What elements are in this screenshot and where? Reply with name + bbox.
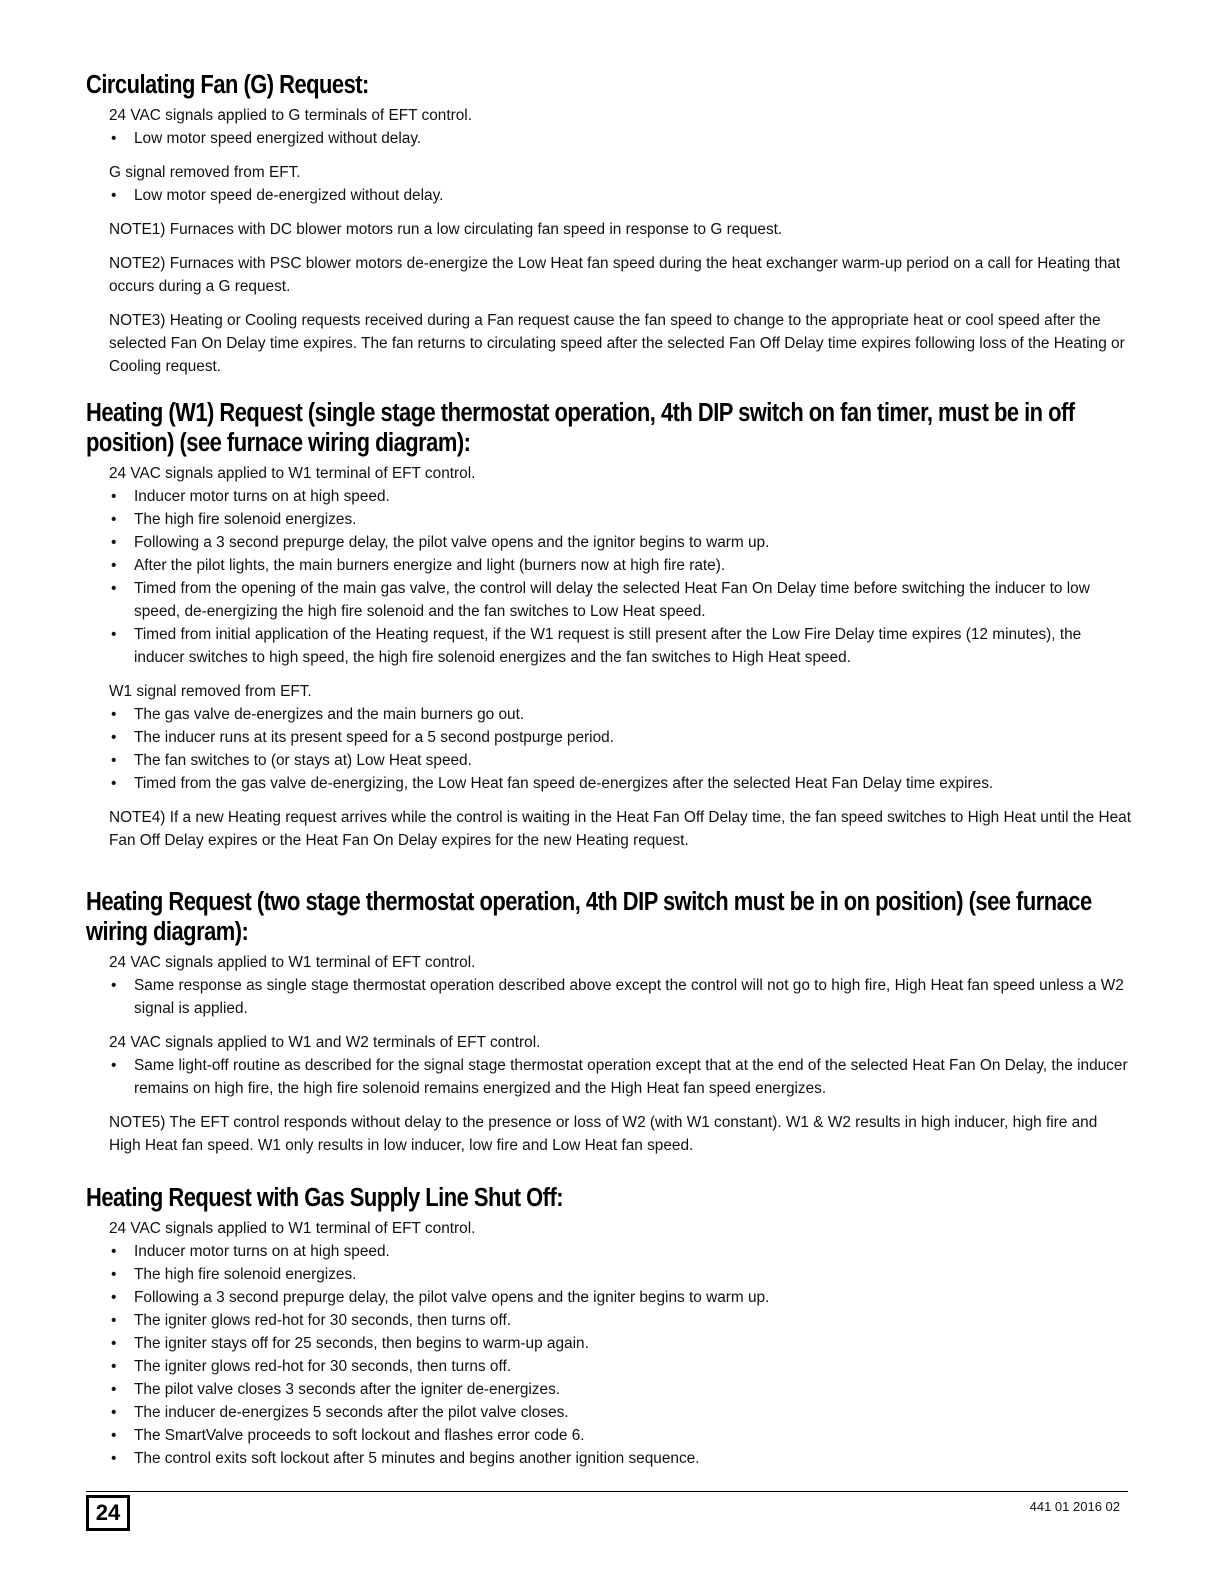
list-item: • The fan switches to (or stays at) Low Heat speed. xyxy=(109,749,1132,772)
list-item: • The gas valve de-energizes and the main burners go out. xyxy=(109,703,1132,726)
paragraph: 24 VAC signals applied to G terminals of EFT control. xyxy=(109,107,472,124)
list-item: • Inducer motor turns on at high speed. xyxy=(109,1240,1132,1263)
list-item: • The igniter stays off for 25 seconds, then begins to warm-up again. xyxy=(109,1332,1132,1355)
paragraph: 24 VAC signals applied to W1 terminal of EFT control. xyxy=(109,1220,476,1237)
section-heating-w1 xyxy=(86,398,1132,852)
paragraph: 24 VAC signals applied to W1 terminal of EFT control. xyxy=(109,465,476,482)
list-item: • Same response as single stage thermostat operation described above except the control will not go to high fire, High Heat fan speed unless a W2 signal is applied. xyxy=(109,974,1132,1020)
bullet-list xyxy=(109,1240,1132,1470)
note-paragraph: NOTE3) Heating or Cooling requests received during a Fan request cause the fan speed to change to the appropriate heat or cool speed after the selected Fan On Delay time expires. The fan returns to circulating speed after the selected Fan Off Delay time expires following loss of the Heating or Cooling request. xyxy=(109,312,1125,375)
list-item: • The igniter glows red-hot for 30 seconds, then turns off. xyxy=(109,1309,1132,1332)
list-item: • The inducer de-energizes 5 seconds after the pilot valve closes. xyxy=(109,1401,1132,1424)
paragraph: G signal removed from EFT. xyxy=(109,164,301,181)
list-item: • The pilot valve closes 3 seconds after the igniter de-energizes. xyxy=(109,1378,1132,1401)
bullet-list xyxy=(109,703,1132,795)
section-heading: Heating (W1) Request (single stage thermostat operation, 4th DIP switch on fan timer, must be in off position) (see furnace wiring diagram): xyxy=(86,399,1075,457)
list-item: • Timed from the opening of the main gas valve, the control will delay the selected Heat Fan On Delay time before switching the inducer to low speed, de-energizing the high fire solenoid and the fan switches to Low Heat speed. xyxy=(109,577,1132,623)
list-item: • The control exits soft lockout after 5 minutes and begins another ignition sequence. xyxy=(109,1447,1132,1470)
bullet-list xyxy=(109,974,1132,1020)
section-heating-two-stage xyxy=(86,887,1132,1157)
list-item: • Following a 3 second prepurge delay, the pilot valve opens and the ignitor begins to warm up. xyxy=(109,531,1132,554)
bullet-list xyxy=(109,184,1132,207)
list-item: • Inducer motor turns on at high speed. xyxy=(109,485,1132,508)
list-item: • Low motor speed de-energized without delay. xyxy=(109,184,1132,207)
note-paragraph: NOTE1) Furnaces with DC blower motors run a low circulating fan speed in response to G request. xyxy=(109,221,783,238)
section-heading: Heating Request with Gas Supply Line Shut Off: xyxy=(86,1184,564,1212)
section-gas-supply-shut-off xyxy=(86,1183,1132,1470)
note-paragraph: NOTE5) The EFT control responds without delay to the presence or loss of W2 (with W1 constant). W1 & W2 results in high inducer, high fire and High Heat fan speed. W1 only results in low inducer, low fire and Low Heat fan speed. xyxy=(109,1114,1098,1154)
list-item: • The high fire solenoid energizes. xyxy=(109,508,1132,531)
list-item: • Timed from the gas valve de-energizing, the Low Heat fan speed de-energizes after the selected Heat Fan Delay time expires. xyxy=(109,772,1132,795)
paragraph: W1 signal removed from EFT. xyxy=(109,683,312,700)
note-paragraph: NOTE4) If a new Heating request arrives while the control is waiting in the Heat Fan Off Delay time, the fan speed switches to High Heat until the Heat Fan Off Delay expires or the Heat Fan On Delay expires for the new Heating request. xyxy=(109,809,1131,849)
list-item: • Timed from initial application of the Heating request, if the W1 request is still present after the Low Fire Delay time expires (12 minutes), the inducer switches to high speed, the high fire solenoid energizes and the fan switches to High Heat speed. xyxy=(109,623,1132,669)
list-item: • The igniter glows red-hot for 30 seconds, then turns off. xyxy=(109,1355,1132,1378)
bullet-list xyxy=(109,1054,1132,1100)
list-item: • Same light-off routine as described for the signal stage thermostat operation except that at the end of the selected Heat Fan On Delay, the inducer remains on high fire, the high fire solenoid remains energized and the High Heat fan speed energizes. xyxy=(109,1054,1132,1100)
paragraph: 24 VAC signals applied to W1 terminal of EFT control. xyxy=(109,954,476,971)
document-number: 441 01 2016 02 xyxy=(1029,1499,1120,1514)
bullet-list xyxy=(109,127,1132,150)
bullet-list xyxy=(109,485,1132,669)
list-item: • The SmartValve proceeds to soft lockout and flashes error code 6. xyxy=(109,1424,1132,1447)
footer-divider xyxy=(86,1491,1128,1492)
note-paragraph: NOTE2) Furnaces with PSC blower motors de-energize the Low Heat fan speed during the heat exchanger warm-up period on a call for Heating that occurs during a G request. xyxy=(109,255,1121,295)
section-heading: Circulating Fan (G) Request: xyxy=(86,71,369,99)
list-item: • The high fire solenoid energizes. xyxy=(109,1263,1132,1286)
list-item: • The inducer runs at its present speed for a 5 second postpurge period. xyxy=(109,726,1132,749)
list-item: • Low motor speed energized without delay. xyxy=(109,127,1132,150)
page-number: 24 xyxy=(86,1495,130,1531)
list-item: • After the pilot lights, the main burners energize and light (burners now at high fire rate). xyxy=(109,554,1132,577)
section-heading: Heating Request (two stage thermostat operation, 4th DIP switch must be in on position) (see furnace wiring diagram): xyxy=(86,888,1092,946)
list-item: • Following a 3 second prepurge delay, the pilot valve opens and the igniter begins to warm up. xyxy=(109,1286,1132,1309)
section-circulating-fan xyxy=(86,70,1132,378)
paragraph: 24 VAC signals applied to W1 and W2 terminals of EFT control. xyxy=(109,1034,541,1051)
